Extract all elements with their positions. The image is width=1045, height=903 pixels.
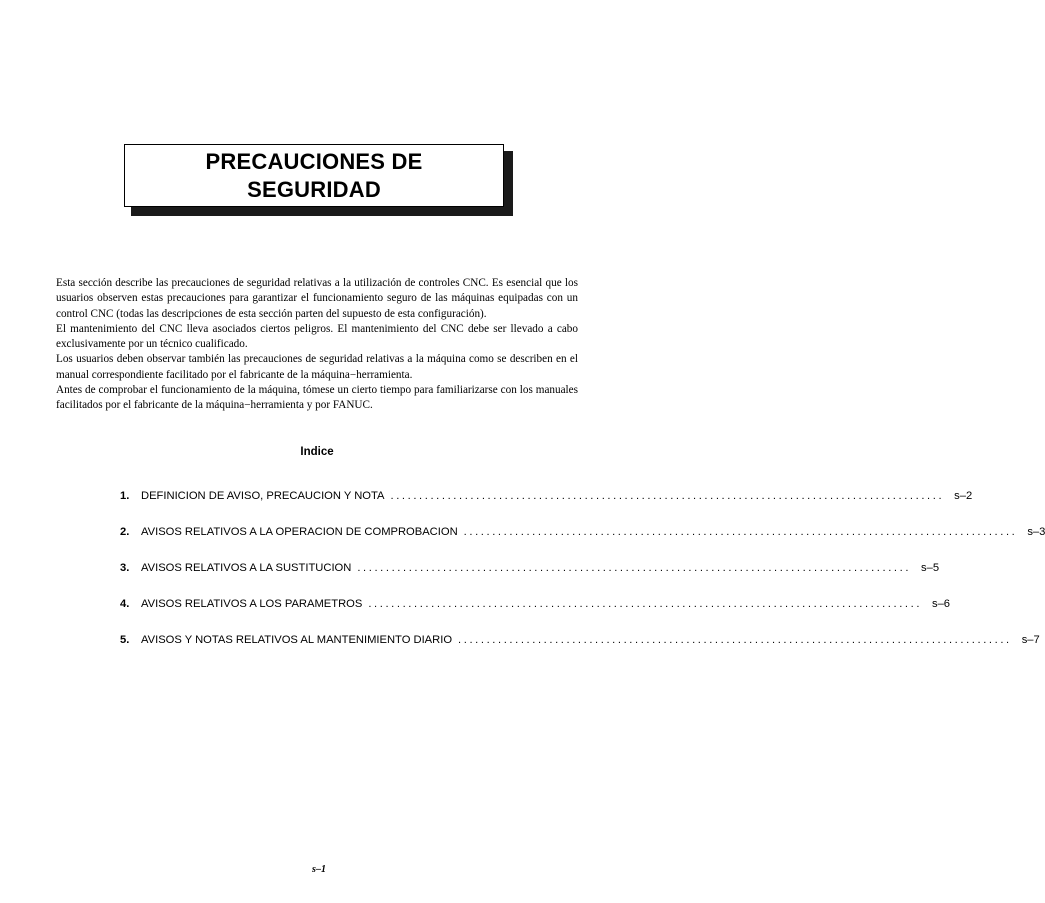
toc-entry[interactable] bbox=[120, 526, 1045, 562]
toc-leader-dots: ................................................................................................. bbox=[368, 598, 923, 610]
toc-entry-number: 4. bbox=[120, 598, 130, 610]
toc-entry-number: 1. bbox=[120, 490, 130, 502]
index-heading: Indice bbox=[300, 446, 334, 458]
intro-paragraph: Antes de comprobar el funcionamiento de la máquina, tómese un cierto tiempo para familiarizarse con los manuales facilitados por el fabricante de la máquina−herramienta y por FANUC. bbox=[56, 384, 578, 412]
toc-leader-dots: ................................................................................................. bbox=[390, 490, 945, 502]
toc-entry-page: s–7 bbox=[1021, 634, 1040, 646]
toc-entry-number: 2. bbox=[120, 526, 130, 538]
toc-entry[interactable] bbox=[120, 562, 940, 598]
toc-leader-dots: ................................................................................................. bbox=[458, 634, 1012, 646]
toc-entry-page: s–2 bbox=[954, 490, 973, 502]
toc-entry[interactable] bbox=[120, 634, 1040, 670]
toc-entry-page: s–3 bbox=[1027, 526, 1045, 538]
intro-paragraph: El mantenimiento del CNC lleva asociados ciertos peligros. El mantenimiento del CNC debe ser llevado a cabo exclusivamente por un técnico cualificado. bbox=[56, 322, 578, 351]
intro-text bbox=[56, 276, 578, 414]
toc-entry-page: s–6 bbox=[931, 598, 951, 610]
toc-entry[interactable] bbox=[120, 490, 973, 526]
toc-entry-page: s–5 bbox=[921, 562, 940, 574]
toc-entry-title: AVISOS RELATIVOS A LA SUSTITUCION bbox=[141, 562, 352, 574]
toc-entry-title: AVISOS RELATIVOS A LOS PARAMETROS bbox=[141, 598, 363, 610]
intro-paragraph: Los usuarios deben observar también las precauciones de seguridad relativas a la máquina como se describen en el manual correspondiente facilitado por el fabricante de la máquina−herramienta. bbox=[56, 353, 578, 381]
page-title-line-1: PRECAUCIONES DE bbox=[205, 148, 423, 174]
toc-entry-title: AVISOS RELATIVOS A LA OPERACION DE COMPROBACION bbox=[141, 526, 458, 538]
toc-entry-number: 3. bbox=[120, 562, 130, 574]
toc-entry-title: DEFINICION DE AVISO, PRECAUCION Y NOTA bbox=[141, 490, 385, 502]
toc-entry-number: 5. bbox=[120, 634, 130, 646]
page-number: s–1 bbox=[312, 864, 326, 875]
toc-leader-dots: ................................................................................................. bbox=[357, 562, 912, 574]
table-of-contents bbox=[120, 490, 1045, 670]
toc-entry[interactable] bbox=[120, 598, 951, 634]
page-title-line-2: SEGURIDAD bbox=[247, 176, 381, 202]
page-title-box bbox=[124, 144, 504, 207]
intro-paragraph: Esta sección describe las precauciones de seguridad relativas a la utilización de controles CNC. Es esencial que los usuarios observen estas precauciones para garantizar el funcionamiento seguro de las máquinas equipadas con un control CNC (todas las descripciones de esta sección parten del supuesto de esta configuración). bbox=[56, 277, 578, 320]
toc-leader-dots: ................................................................................................. bbox=[463, 526, 1018, 538]
toc-entry-title: AVISOS Y NOTAS RELATIVOS AL MANTENIMIENTO DIARIO bbox=[141, 634, 453, 646]
